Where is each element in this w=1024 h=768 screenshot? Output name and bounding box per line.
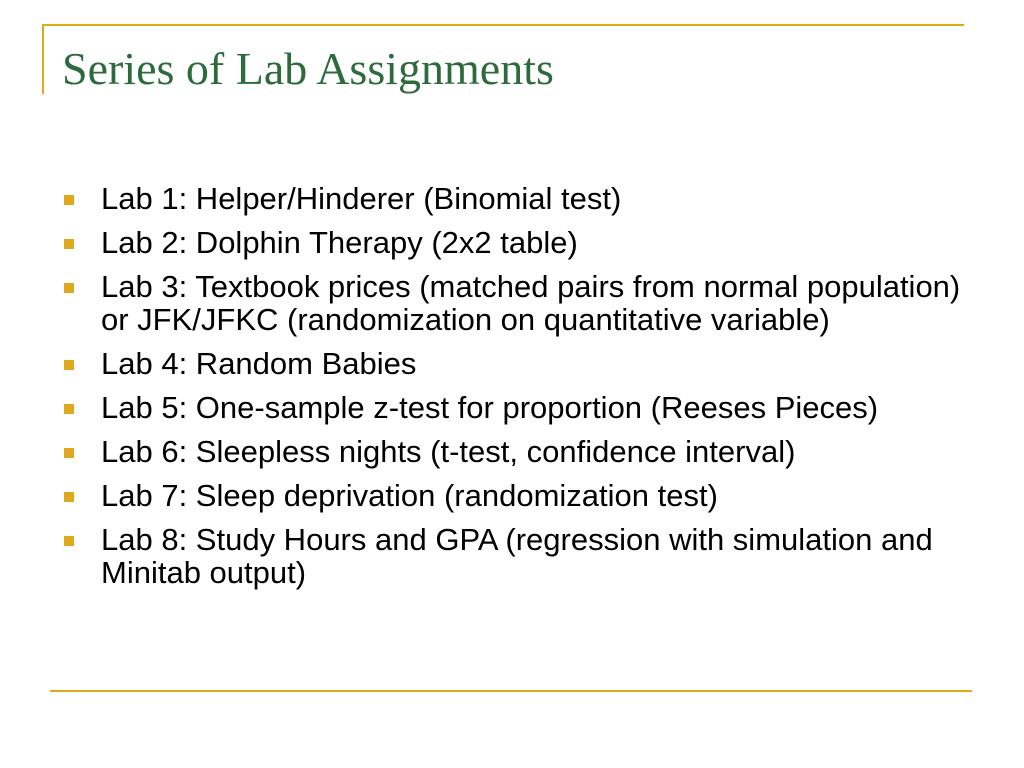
list-item-text: Lab 5: One-sample z-test for proportion (Reeses Pieces) bbox=[101, 390, 879, 425]
square-bullet-icon bbox=[64, 195, 74, 205]
bottom-divider-line bbox=[50, 690, 972, 692]
square-bullet-icon bbox=[64, 360, 74, 370]
square-bullet-icon bbox=[64, 239, 74, 249]
list-item-text: Lab 2: Dolphin Therapy (2x2 table) bbox=[101, 225, 578, 260]
list-item-text: Lab 4: Random Babies bbox=[101, 346, 417, 381]
list-item bbox=[64, 226, 964, 259]
square-bullet-icon bbox=[64, 283, 74, 293]
list-item-text: Lab 7: Sleep deprivation (randomization test) bbox=[101, 478, 718, 513]
list-item bbox=[64, 347, 964, 380]
square-bullet-icon bbox=[64, 536, 74, 546]
square-bullet-icon bbox=[64, 404, 74, 414]
list-item bbox=[64, 391, 964, 424]
slide-title: Series of Lab Assignments bbox=[62, 43, 554, 94]
list-item-text: Lab 1: Helper/Hinderer (Binomial test) bbox=[101, 181, 622, 216]
top-divider-line bbox=[42, 24, 964, 26]
square-bullet-icon bbox=[64, 492, 74, 502]
square-bullet-icon bbox=[64, 448, 74, 458]
list-item bbox=[64, 182, 964, 215]
list-item-text: Lab 3: Textbook prices (matched pairs from normal population) or JFK/JFKC (randomization on quantitative variable) bbox=[101, 269, 961, 337]
left-divider-line bbox=[42, 24, 44, 94]
bullet-list bbox=[64, 182, 964, 600]
list-item bbox=[64, 270, 964, 336]
list-item-text: Lab 8: Study Hours and GPA (regression with simulation and Minitab output) bbox=[101, 522, 933, 590]
list-item bbox=[64, 479, 964, 512]
list-item-text: Lab 6: Sleepless nights (t-test, confidence interval) bbox=[101, 434, 796, 469]
list-item bbox=[64, 435, 964, 468]
list-item bbox=[64, 523, 964, 589]
